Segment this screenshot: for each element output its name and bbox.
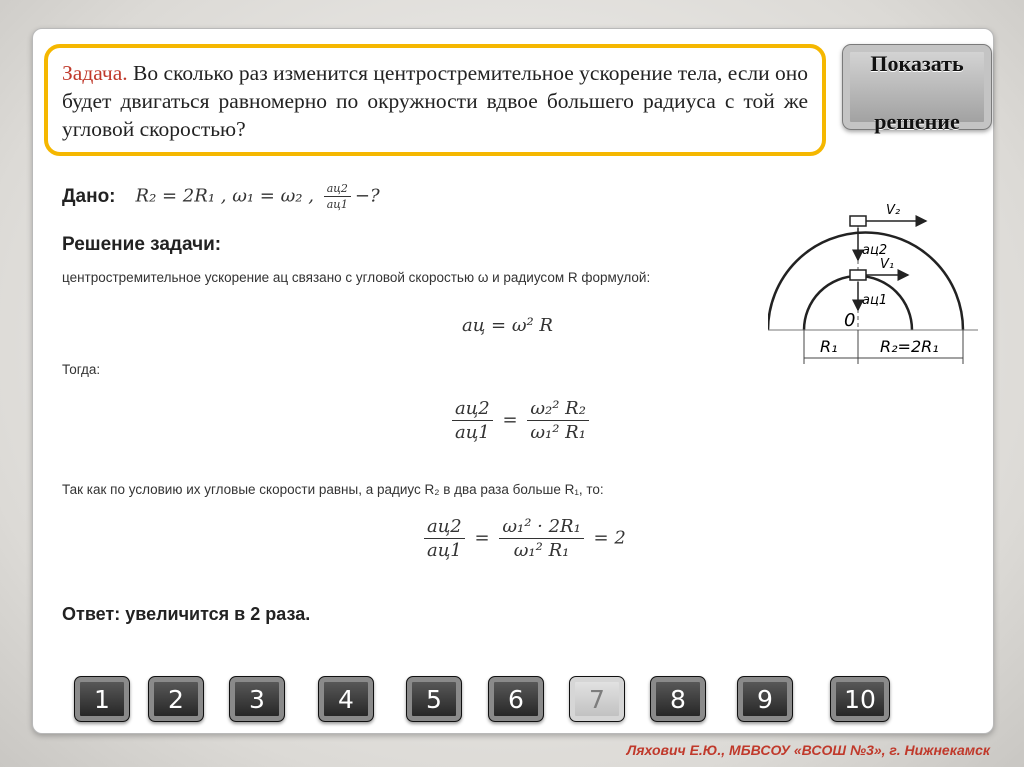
solution-heading: Решение задачи:: [62, 234, 222, 255]
given-formula: [136, 182, 380, 211]
formula-1: aц = ω² R: [462, 315, 553, 336]
origin-label: 0: [844, 310, 856, 331]
v2-label: V₂: [886, 203, 901, 218]
then-label: Тогда:: [62, 362, 101, 377]
a1-label: aц1: [862, 293, 888, 308]
f2-lhs: [452, 398, 493, 443]
f2-rhs-num: ω₂² R₂: [527, 398, 589, 421]
formula-3: [420, 516, 626, 561]
given-formula-text: R₂ = 2R₁ , ω₁ = ω₂ ,: [135, 185, 314, 207]
given-ratio: [324, 182, 351, 211]
nav-button-8[interactable]: 8: [650, 676, 706, 722]
f3-equals: =: [474, 527, 490, 549]
f2-lhs-num: aц2: [452, 398, 493, 421]
r2-label: R₂=2R₁: [880, 337, 939, 356]
nav-button-2[interactable]: 2: [148, 676, 204, 722]
solution-line-2: Так как по условию их угловые скорости равны, а радиус R₂ в два раза больше R₁, то:: [62, 482, 604, 497]
answer-text: Ответ: увеличится в 2 раза.: [62, 604, 311, 624]
f3-rhs-den: ω₁² R₁: [513, 540, 570, 561]
nav-button-4[interactable]: 4: [318, 676, 374, 722]
nav-button-9[interactable]: 9: [737, 676, 793, 722]
nav-button-6[interactable]: 6: [488, 676, 544, 722]
show-solution-button[interactable]: [842, 44, 992, 134]
show-solution-label-2: решение: [874, 109, 960, 134]
given-label: Дано:: [62, 185, 116, 207]
task-box: [44, 44, 826, 156]
f3-result: = 2: [593, 527, 626, 549]
f3-rhs-num: ω₁² · 2R₁: [499, 516, 584, 539]
task-text: Во сколько раз изменится центростремительное ускорение тела, если оно будет двигаться равномерно по окружности вдвое большего радиуса с той же угловой скоростью?: [62, 61, 808, 141]
f3-lhs-num: aц2: [424, 516, 465, 539]
nav-button-5[interactable]: 5: [406, 676, 462, 722]
v1-label: V₁: [880, 257, 895, 272]
nav-button-10[interactable]: 10: [830, 676, 890, 722]
given-section: [62, 182, 380, 211]
a2-label: aц2: [862, 243, 888, 258]
footer-credit: Ляхович Е.Ю., МБВСОУ «ВСОШ №3», г. Нижнекамск: [626, 742, 990, 758]
f2-equals: =: [502, 409, 518, 431]
show-solution-label-1: Показать: [870, 51, 964, 76]
nav-button-3[interactable]: 3: [229, 676, 285, 722]
f3-lhs: [424, 516, 465, 561]
given-ratio-num: aц2: [324, 182, 351, 197]
outer-body: [850, 216, 866, 226]
circles-diagram: [768, 196, 978, 376]
f3-rhs: [499, 516, 584, 561]
solution-line-1: центростремительное ускорение aц связано с угловой скоростью ω и радиусом R формулой:: [62, 270, 651, 285]
f2-rhs: [527, 398, 589, 443]
given-question: −?: [354, 185, 380, 207]
r1-label: R₁: [820, 337, 838, 356]
nav-button-7[interactable]: 7: [569, 676, 625, 722]
task-label: Задача.: [62, 61, 128, 85]
formula-2: [448, 398, 593, 443]
f3-lhs-den: aц1: [427, 540, 462, 561]
inner-body: [850, 270, 866, 280]
given-ratio-den: aц1: [326, 198, 348, 211]
f2-rhs-den: ω₁² R₁: [530, 422, 586, 443]
f2-lhs-den: aц1: [455, 422, 490, 443]
nav-button-1[interactable]: 1: [74, 676, 130, 722]
